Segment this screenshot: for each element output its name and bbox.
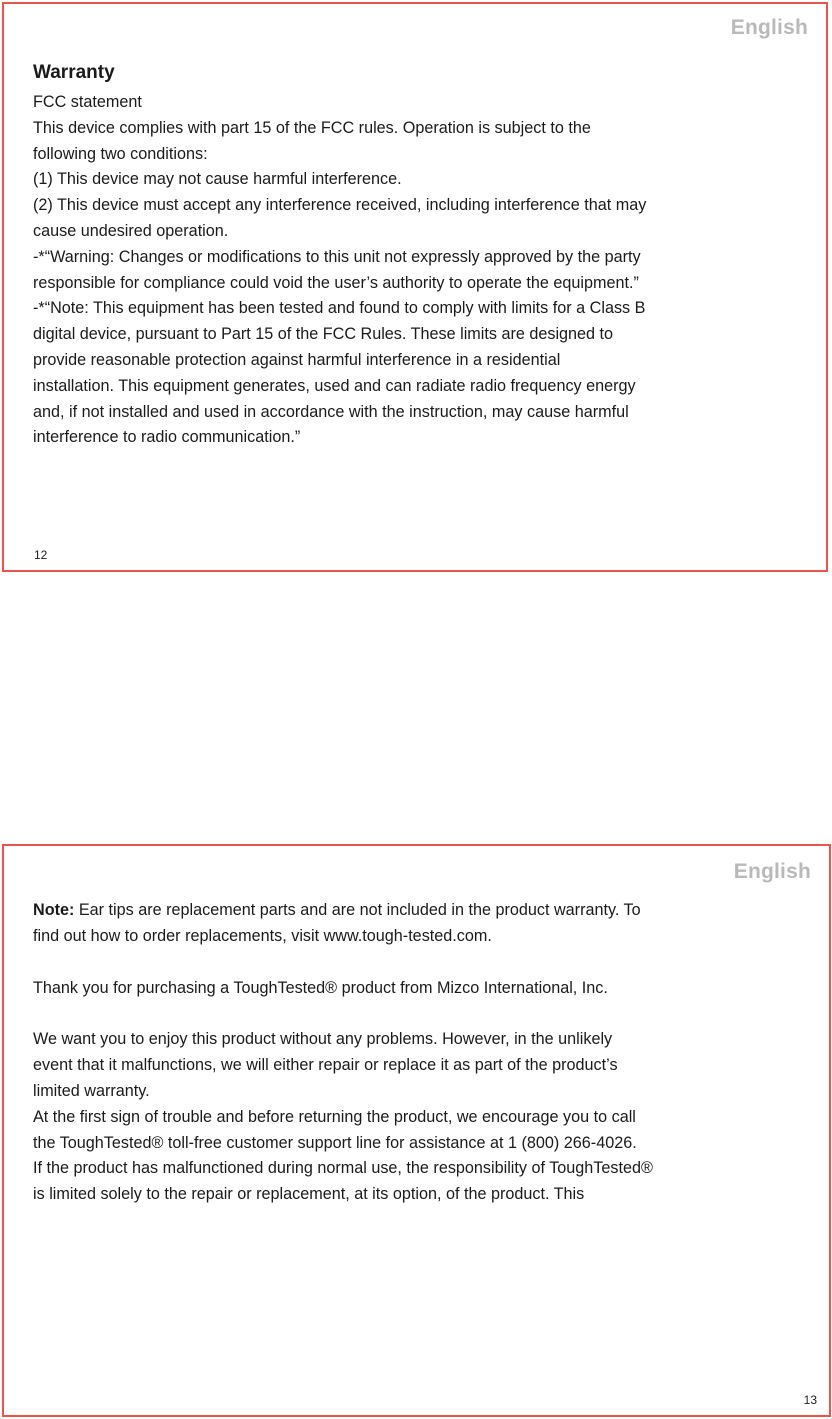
language-label: English (730, 16, 808, 39)
text-line: provide reasonable protection against harmful interference in a residential (33, 350, 561, 369)
text-line: and, if not installed and used in accordance with the instruction, may cause harmful (33, 402, 629, 421)
section-heading: Warranty (33, 62, 115, 83)
text-line: is limited solely to the repair or replacement, at its option, of the product. This (33, 1185, 585, 1204)
text-line: digital device, pursuant to Part 15 of the FCC Rules. These limits are designed to (33, 325, 614, 344)
text-line: This device complies with part 15 of the FCC rules. Operation is subject to the (33, 118, 591, 137)
text-line: find out how to order replacements, visit www.tough-tested.com. (33, 926, 492, 945)
page-13-content (33, 898, 811, 1208)
text-line: installation. This equipment generates, used and can radiate radio frequency energy (33, 376, 636, 395)
note-label: Note: (33, 901, 75, 919)
text-line: -*“Warning: Changes or modifications to this unit not expressly approved by the party (33, 247, 641, 266)
text-line: We want you to enjoy this product without any problems. However, in the unlikely (33, 1030, 613, 1049)
thanks-line: Thank you for purchasing a ToughTested® product from Mizco International, Inc. (33, 978, 608, 997)
text-line: the ToughTested® toll-free customer support line for assistance at 1 (800) 266-4026. (33, 1133, 637, 1152)
language-label: English (733, 860, 811, 883)
text-line: At the first sign of trouble and before returning the product, we encourage you to call (33, 1107, 636, 1126)
page-12-content (33, 60, 808, 451)
text-line: If the product has malfunctioned during normal use, the responsibility of ToughTested® (33, 1159, 653, 1178)
note-line (33, 898, 811, 924)
text-line: (2) This device must accept any interference received, including interference that may (33, 196, 647, 215)
text-line: event that it malfunctions, we will either repair or replace it as part of the product’s (33, 1056, 618, 1075)
text-line: -*“Note: This equipment has been tested and found to comply with limits for a Class B (33, 299, 646, 318)
text-line: FCC statement (33, 93, 142, 111)
text-line: cause undesired operation. (33, 221, 229, 240)
text-line: responsible for compliance could void the user’s authority to operate the equipment.” (33, 273, 639, 292)
manual-page-13 (2, 844, 831, 1417)
note-text: Ear tips are replacement parts and are not included in the product warranty. To (74, 901, 641, 919)
text-line: limited warranty. (33, 1081, 150, 1100)
paragraph-gap (33, 950, 811, 976)
text-line: interference to radio communication.” (33, 428, 301, 447)
manual-page-12 (2, 2, 828, 572)
page-number: 12 (34, 548, 48, 562)
page-number: 13 (803, 1393, 817, 1407)
text-line: following two conditions: (33, 144, 208, 163)
paragraph-gap (33, 1001, 811, 1027)
text-line: (1) This device may not cause harmful interference. (33, 170, 402, 189)
